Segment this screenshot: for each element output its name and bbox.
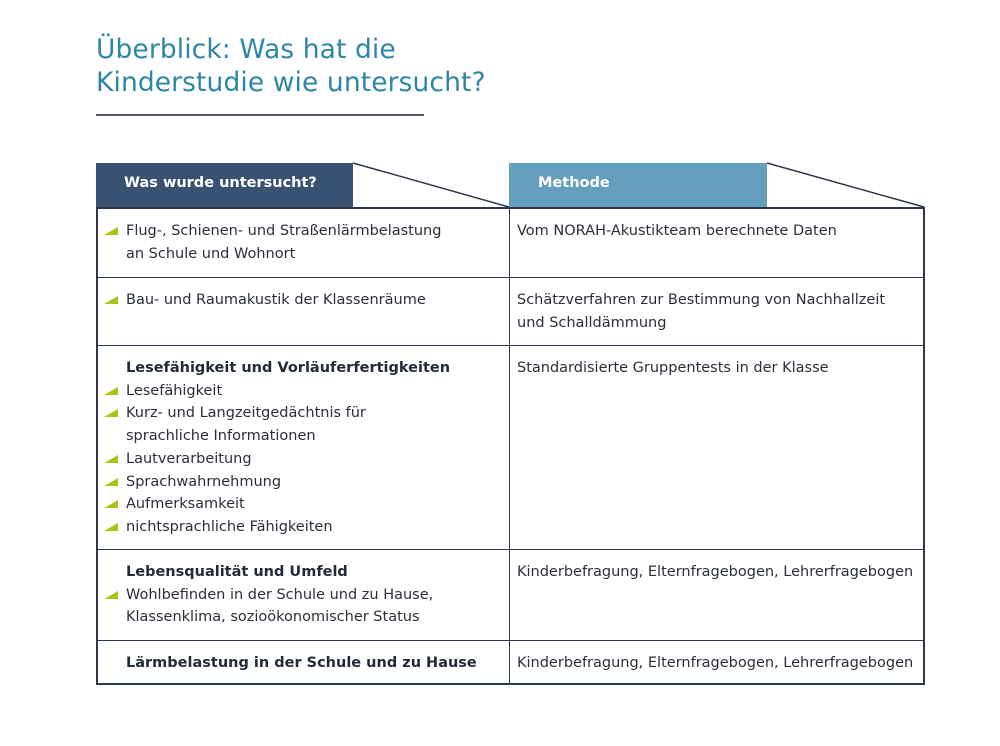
header-was-wurde-untersucht — [96, 163, 353, 207]
table-cell-methode — [510, 550, 923, 640]
method-text: Vom NORAH-Akustikteam berechnete Daten — [517, 223, 837, 239]
header-methode — [509, 163, 767, 207]
header-right-wedge-decoration — [766, 162, 928, 210]
table-row — [98, 277, 923, 345]
table-cell-untersucht — [98, 550, 510, 640]
page-title — [96, 33, 486, 99]
table-row — [98, 640, 923, 683]
list-item: Kurz- und Langzeitgedächtnis für — [126, 402, 509, 425]
green-triangle-bullet-icon — [104, 500, 118, 508]
green-triangle-bullet-icon — [104, 591, 118, 599]
green-triangle-bullet-icon — [104, 478, 118, 486]
method-text: Schätzverfahren zur Bestimmung von Nachhallzeit — [517, 292, 886, 308]
list-item: Flug-, Schienen- und Straßenlärmbelastung — [126, 220, 509, 243]
method-text: und Schalldämmung — [517, 314, 667, 331]
list-item-continuation: sprachliche Informationen — [126, 428, 316, 445]
header-label-left: Was wurde untersucht? — [124, 175, 317, 191]
table-cell-untersucht — [98, 278, 510, 345]
list-item: nichtsprachliche Fähigkeiten — [126, 516, 509, 539]
table-cell-untersucht — [98, 346, 510, 549]
list-item-continuation: Klassenklima, sozioökonomischer Status — [126, 609, 420, 626]
method-text: Kinderbefragung, Elternfragebogen, Lehrerfragebogen — [517, 564, 914, 580]
header-label-right: Methode — [538, 175, 610, 191]
header-left-wedge-decoration — [352, 162, 512, 210]
green-triangle-bullet-icon — [104, 523, 118, 531]
table-cell-methode — [510, 209, 923, 277]
table-row — [98, 549, 923, 640]
list-item: Aufmerksamkeit — [126, 493, 509, 516]
green-triangle-bullet-icon — [104, 409, 118, 417]
table-row — [98, 209, 923, 277]
section-heading: Lesefähigkeit und Vorläuferfertigkeiten — [126, 360, 451, 376]
green-triangle-bullet-icon — [104, 227, 118, 235]
list-item: Lautverarbeitung — [126, 448, 509, 471]
section-heading: Lebensqualität und Umfeld — [126, 564, 348, 580]
table-cell-methode — [510, 278, 923, 345]
table-cell-untersucht — [98, 209, 510, 277]
study-overview-table — [96, 207, 925, 685]
page-title-line-2: Kinderstudie wie untersucht? — [96, 67, 486, 98]
green-triangle-bullet-icon — [104, 455, 118, 463]
list-item: Wohlbefinden in der Schule und zu Hause, — [126, 584, 509, 607]
table-cell-methode — [510, 641, 923, 683]
page-title-line-1: Überblick: Was hat die — [96, 34, 396, 65]
green-triangle-bullet-icon — [104, 387, 118, 395]
list-item: Sprachwahrnehmung — [126, 471, 509, 494]
method-text: Kinderbefragung, Elternfragebogen, Lehrerfragebogen — [517, 655, 914, 671]
list-item: Bau- und Raumakustik der Klassenräume — [126, 289, 509, 312]
table-row — [98, 345, 923, 549]
method-text: Standardisierte Gruppentests in der Klasse — [517, 360, 829, 376]
list-item: Lesefähigkeit — [126, 380, 509, 403]
table-cell-methode — [510, 346, 923, 549]
list-item-continuation: an Schule und Wohnort — [126, 245, 296, 262]
title-underline-divider — [96, 114, 424, 116]
green-triangle-bullet-icon — [104, 296, 118, 304]
table-cell-untersucht — [98, 641, 510, 683]
section-heading: Lärmbelastung in der Schule und zu Hause — [126, 655, 477, 671]
